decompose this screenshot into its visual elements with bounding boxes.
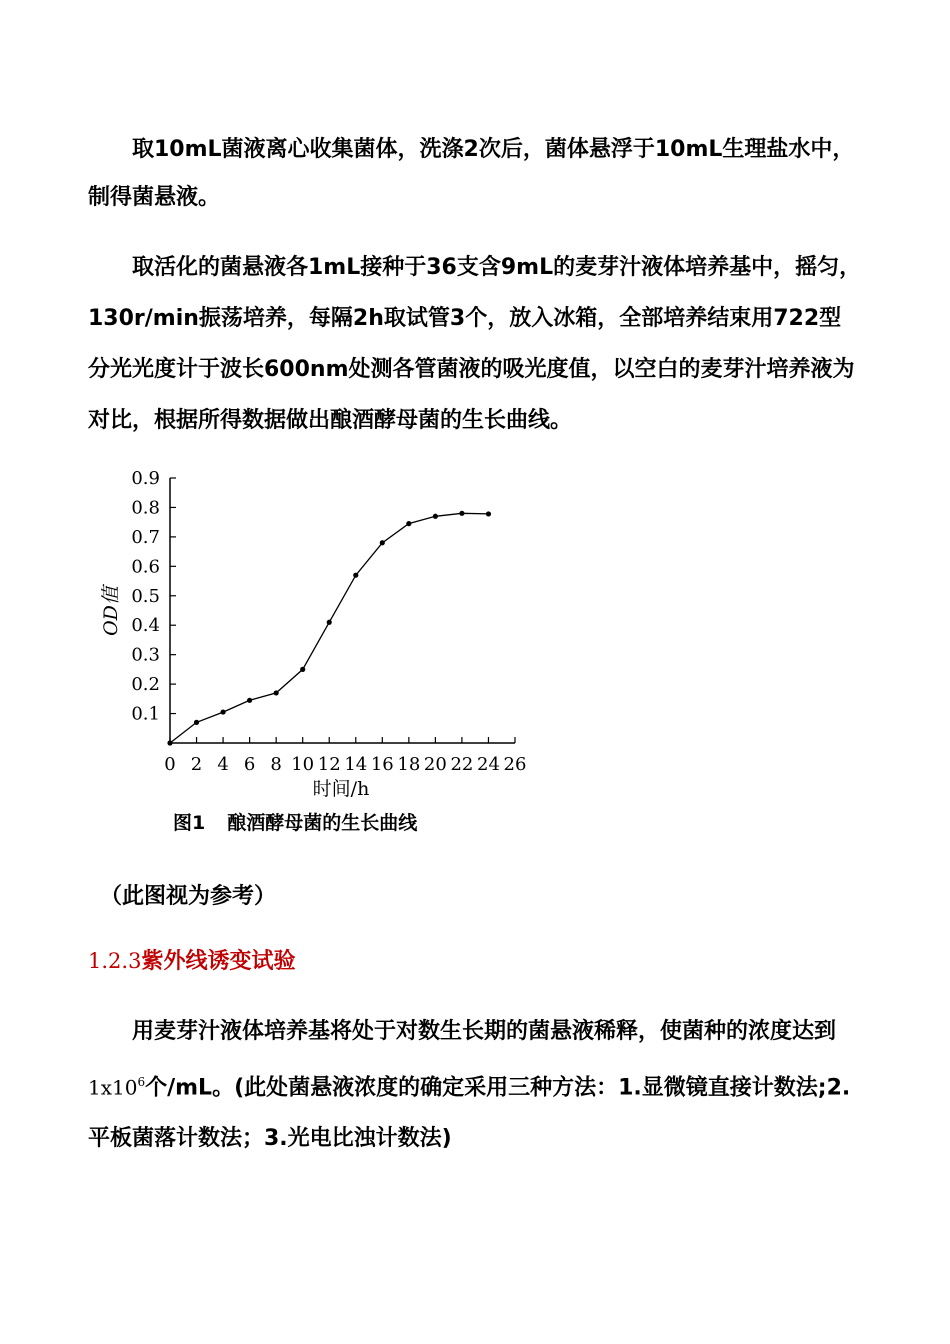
x-axis-label: 时间/h bbox=[312, 778, 370, 800]
series-line bbox=[170, 513, 489, 743]
data-point bbox=[300, 667, 305, 672]
x-tick-label: 14 bbox=[344, 754, 368, 775]
paragraph-uv-text-1: 用麦芽汁液体培养基将处于对数生长期的菌悬液稀释，使菌种的浓度达到 bbox=[132, 1019, 837, 1044]
concentration-base: 1x10 bbox=[88, 1075, 138, 1100]
data-point bbox=[220, 709, 225, 714]
y-tick-label: 0.2 bbox=[131, 674, 160, 696]
y-tick-label: 0.1 bbox=[131, 703, 160, 725]
paragraph-uv-mutagenesis bbox=[88, 1006, 863, 1164]
x-tick-label: 2 bbox=[190, 754, 203, 775]
y-tick-label: 0.6 bbox=[131, 556, 160, 578]
figure-caption-label: 图1 bbox=[173, 812, 206, 834]
data-point bbox=[380, 540, 385, 545]
y-tick-label: 0.7 bbox=[131, 526, 160, 548]
x-tick-label: 24 bbox=[477, 754, 500, 775]
x-tick-label: 4 bbox=[217, 754, 229, 775]
x-tick-label: 16 bbox=[370, 754, 394, 775]
x-tick-label: 26 bbox=[503, 754, 527, 775]
x-tick-label: 20 bbox=[423, 754, 447, 775]
x-tick-label: 10 bbox=[291, 754, 315, 775]
x-tick-label: 0 bbox=[164, 754, 176, 775]
y-tick-label: 0.4 bbox=[131, 615, 160, 637]
figure-caption-text: 酿酒酵母菌的生长曲线 bbox=[227, 812, 418, 834]
y-tick-label: 0.9 bbox=[131, 468, 160, 489]
data-point bbox=[353, 573, 358, 578]
growth-curve-svg bbox=[95, 463, 555, 843]
figure-caption bbox=[173, 808, 417, 835]
x-tick-label: 8 bbox=[270, 754, 282, 775]
x-tick-label: 22 bbox=[450, 754, 474, 775]
paragraph-growth-curve-method bbox=[88, 242, 863, 446]
data-point bbox=[486, 511, 491, 516]
section-heading bbox=[88, 944, 295, 975]
growth-curve-chart bbox=[95, 463, 555, 843]
data-point bbox=[167, 740, 172, 745]
data-points bbox=[167, 511, 491, 746]
data-point bbox=[247, 698, 252, 703]
reference-note: （此图视为参考） bbox=[100, 884, 277, 909]
data-point bbox=[459, 511, 464, 516]
concentration-exponent: 6 bbox=[137, 1075, 146, 1089]
data-point bbox=[406, 521, 411, 526]
paragraph-uv-text-2: 个/mL。(此处菌悬液浓度的确定采用三种方法：1.显微镜直接计数法;2.平板菌落计数法；3.光电比浊计数法) bbox=[88, 1075, 851, 1152]
paragraph-growth-curve-method-text: 取活化的菌悬液各1mL接种于36支含9mL的麦芽汁液体培养基中，摇匀，130r/min振荡培养，每隔2h取试管3个，放入冰箱，全部培养结束用722型分光光度计于波长600nm处测各管菌液的吸光度值，以空白的麦芽汁培养液为对比，根据所得数据做出酿酒酵母菌的生长曲线。 bbox=[88, 255, 862, 433]
y-tick-label: 0.3 bbox=[131, 644, 160, 666]
section-title: 紫外线诱变试验 bbox=[141, 949, 296, 974]
section-number: 1.2.3 bbox=[88, 949, 142, 973]
y-axis-label: OD值 bbox=[100, 586, 122, 636]
x-tick-label: 18 bbox=[397, 754, 421, 775]
paragraph-sample-prep bbox=[88, 126, 863, 222]
x-tick-label: 12 bbox=[317, 754, 341, 775]
data-point bbox=[274, 690, 279, 695]
data-point bbox=[194, 720, 199, 725]
x-tick-label: 6 bbox=[243, 754, 256, 775]
data-point bbox=[327, 620, 332, 625]
data-point bbox=[433, 514, 438, 519]
y-tick-label: 0.8 bbox=[131, 497, 160, 519]
paragraph-sample-prep-text: 取10mL菌液离心收集菌体，洗涤2次后，菌体悬浮于10mL生理盐水中，制得菌悬液。 bbox=[88, 137, 855, 210]
y-tick-label: 0.5 bbox=[131, 585, 160, 607]
